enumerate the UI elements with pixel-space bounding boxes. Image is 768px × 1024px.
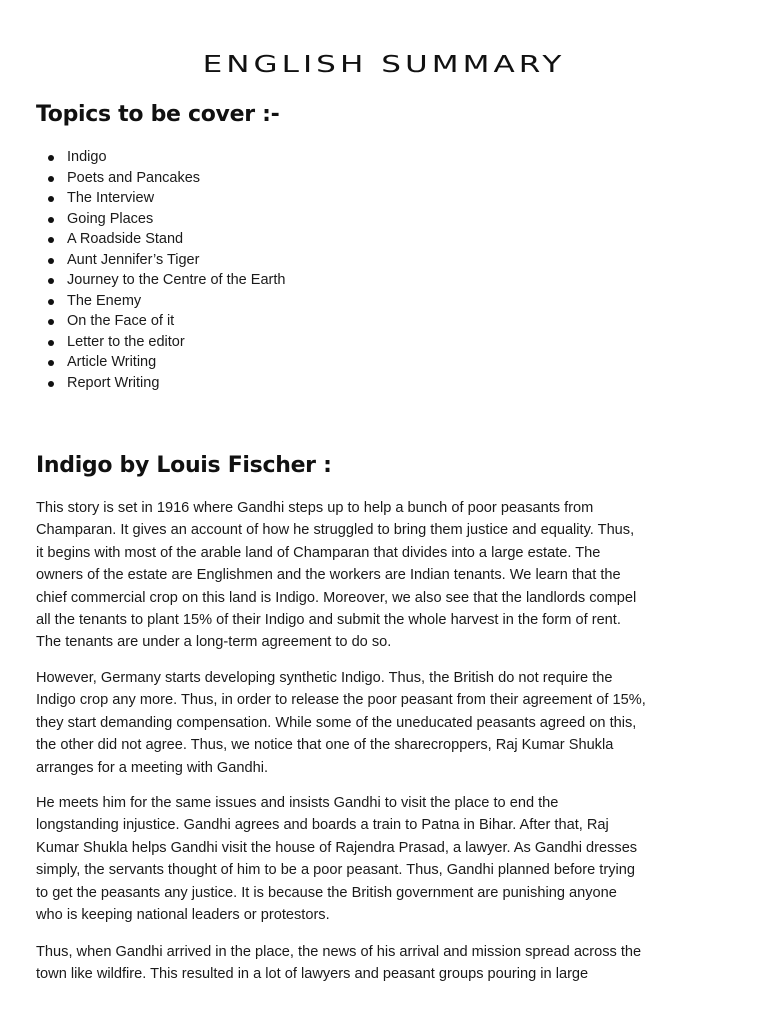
body-paragraph (36, 497, 736, 654)
paragraph-line: Kumar Shukla helps Gandhi visit the house of Rajendra Prasad, a lawyer. As Gandhi dresses (36, 839, 638, 856)
paragraph-line: town like wildfire. This resulted in a lot of lawyers and peasant groups pouring in large (36, 966, 589, 983)
document-title: ENGLISH SUMMARY (202, 52, 566, 78)
paragraph-line: Indigo crop any more. Thus, in order to release the poor peasant from their agreement of 15%, (36, 692, 646, 709)
paragraph-line: longstanding injustice. Gandhi agrees and boards a train to Patna in Bihar. After that, Raj (36, 817, 609, 834)
topic-item: Report Writing (36, 373, 285, 394)
topic-item: Article Writing (36, 352, 285, 373)
paragraph-line: all the tenants to plant 15% of their Indigo and submit the whole harvest in the form of rent. (36, 612, 621, 629)
body-paragraph (36, 792, 736, 926)
topic-item: Going Places (36, 209, 285, 230)
topic-item: Indigo (36, 147, 285, 168)
topic-item: On the Face of it (36, 311, 285, 332)
topic-item: Poets and Pancakes (36, 168, 285, 189)
topic-item: Journey to the Centre of the Earth (36, 270, 285, 291)
topic-item: Aunt Jennifer’s Tiger (36, 250, 285, 271)
paragraph-line: the other did not agree. Thus, we notice that one of the sharecroppers, Raj Kumar Shukla (36, 737, 614, 754)
paragraph-line: owners of the estate are Englishmen and the workers are Indian tenants. We learn that the (36, 567, 621, 584)
paragraph-line: Champaran. It gives an account of how he struggled to bring them justice and equality. Thus, (36, 522, 635, 539)
body-paragraph (36, 667, 736, 779)
paragraph-line: arranges for a meeting with Gandhi. (36, 759, 269, 776)
topics-heading: Topics to be cover :- (36, 102, 280, 127)
topic-item: Letter to the editor (36, 332, 285, 353)
topic-item: A Roadside Stand (36, 229, 285, 250)
indigo-heading: Indigo by Louis Fischer : (36, 453, 332, 478)
paragraph-line: it begins with most of the arable land of Champaran that divides into a large estate. The (36, 544, 601, 561)
paragraph-line: to get the peasants any justice. It is because the British government are punishing anyone (36, 884, 617, 901)
paragraph-line: This story is set in 1916 where Gandhi steps up to help a bunch of poor peasants from (36, 500, 594, 516)
topic-list (36, 147, 285, 393)
paragraph-line: The tenants are under a long-term agreement to do so. (36, 634, 392, 651)
paragraph-line: chief commercial crop on this land is Indigo. Moreover, we also see that the landlords compel (36, 589, 637, 606)
body-paragraph (36, 941, 736, 986)
topic-item: The Enemy (36, 291, 285, 312)
paragraph-line: He meets him for the same issues and insists Gandhi to visit the place to end the (36, 795, 559, 811)
paragraph-line: simply, the servants thought of him to be a poor peasant. Thus, Gandhi planned before trying (36, 862, 635, 879)
paragraph-line: who is keeping national leaders or protestors. (36, 907, 330, 924)
topic-item: The Interview (36, 188, 285, 209)
paragraph-line: However, Germany starts developing synthetic Indigo. Thus, the British do not require the (36, 670, 613, 686)
paragraph-line: Thus, when Gandhi arrived in the place, the news of his arrival and mission spread across the (36, 944, 642, 960)
paragraph-line: they start demanding compensation. While some of the uneducated peasants agreed on this, (36, 714, 637, 731)
